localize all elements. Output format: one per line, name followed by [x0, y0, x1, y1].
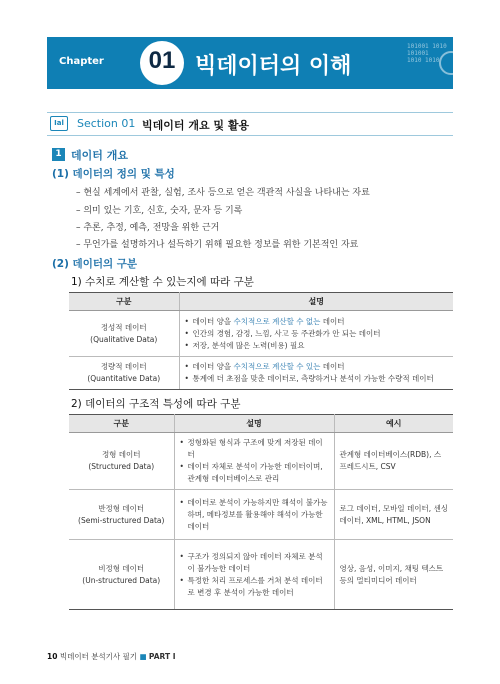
table-header: 구분	[69, 293, 179, 311]
type-en: (Structured Data)	[88, 462, 155, 471]
table-cell	[179, 357, 453, 390]
binary-decoration: 101001 1010 101001 1010 1010	[407, 43, 447, 64]
chapter-label: Chapter	[59, 56, 104, 67]
highlight-text: 수치적으로 계산할 수 있는	[233, 362, 321, 371]
table-row	[69, 433, 453, 490]
table-cell: 영상, 음성, 이미지, 채팅 텍스트 등의 멀티미디어 데이터	[334, 540, 453, 610]
bullet: • 데이터 자체로 분석이 가능한 데이터이며, 관계형 데이터베이스로 관리	[180, 461, 329, 485]
table-cell	[69, 357, 179, 390]
table-cell	[174, 540, 334, 610]
bullet: • 데이터로 분석이 가능하지만 해석이 불가능하며, 메타정보를 활용해야 해석이 가능한 데이터	[180, 497, 329, 533]
subheading-structure: 2) 데이터의 구조적 특성에 따라 구분	[71, 398, 241, 410]
section-label: Section 01	[77, 117, 136, 130]
table-row	[69, 490, 453, 540]
chapter-banner	[47, 37, 453, 89]
table-cell	[69, 540, 174, 610]
list-item: – 무언가를 설명하거나 설득하기 위해 필요한 정보를 위한 기본적인 자료	[76, 240, 359, 250]
bullet: • 특정한 처리 프로세스를 거쳐 분석 데이터로 변경 후 분석이 가능한 데이터	[180, 575, 329, 599]
list-item: – 현실 세계에서 관찰, 실험, 조사 등으로 얻은 객관적 사실을 나타내는 자료	[76, 188, 370, 198]
table-cell	[69, 311, 179, 357]
table-row	[69, 357, 453, 390]
bullet: • 정형화된 형식과 구조에 맞게 저장된 데이터	[180, 437, 329, 461]
part-label: PART I	[148, 652, 176, 661]
type-en: (Qualitative Data)	[90, 334, 158, 344]
bullet: • 구조가 정의되지 않아 데이터 자체로 분석이 불가능한 데이터	[180, 551, 329, 575]
type-name: 반정형 데이터	[98, 503, 145, 513]
section-header	[47, 112, 453, 136]
bullet: • 데이터 양을 수치적으로 계산할 수 없는 데이터	[185, 316, 449, 328]
highlight-text: 수치적으로 계산할 수 없는	[233, 316, 321, 326]
table-header: 설명	[179, 293, 453, 311]
table-structure	[69, 414, 453, 610]
section-title: 빅데이터 개요 및 활용	[142, 119, 250, 132]
page-number: 10	[47, 652, 58, 661]
footer-separator: ■	[139, 652, 147, 661]
heading-number-badge: 1	[52, 148, 65, 161]
bullet: • 통계에 더 초점을 맞춘 데이터로, 측량하거나 분석이 가능한 수량적 데이터	[185, 373, 449, 385]
table-cell	[69, 433, 174, 490]
bullet: • 저장, 분석에 많은 노력(비용) 필요	[185, 340, 449, 352]
page-footer	[47, 651, 176, 662]
type-en: (Semi-structured Data)	[78, 515, 165, 525]
table-header: 예시	[334, 415, 453, 433]
type-name: 정량적 데이터	[100, 362, 147, 371]
subheading-classification: (2) 데이터의 구분	[52, 258, 138, 270]
type-en: (Quantitative Data)	[87, 374, 161, 383]
section-line-bottom	[47, 135, 453, 136]
table-quantitative	[69, 292, 453, 390]
table-cell: 로그 데이터, 모바일 데이터, 센싱 데이터, XML, HTML, JSON	[334, 490, 453, 540]
type-en: (Un-structured Data)	[82, 575, 161, 585]
type-name: 비정형 데이터	[98, 563, 145, 573]
table-header: 구분	[69, 415, 174, 433]
list-item: – 의미 있는 기호, 신호, 숫자, 문자 등 기록	[76, 206, 243, 216]
section-line-top	[47, 112, 453, 113]
chapter-number: 01	[148, 47, 176, 74]
type-name: 정성적 데이터	[100, 322, 147, 332]
table-cell	[174, 490, 334, 540]
subheading-definition: (1) 데이터의 정의 및 특성	[52, 168, 175, 180]
table-cell: 관계형 데이터베이스(RDB), 스프레드시트, CSV	[334, 433, 453, 490]
table-cell	[174, 433, 334, 490]
subheading-numeric: 1) 수치로 계산할 수 있는지에 따라 구분	[71, 276, 254, 288]
table-row	[69, 540, 453, 610]
table-cell	[69, 490, 174, 540]
heading-title: 데이터 개요	[71, 149, 128, 162]
chapter-title: 빅데이터의 이해	[195, 54, 352, 79]
type-name: 정형 데이터	[101, 450, 141, 459]
bullet: • 데이터 양을 수치적으로 계산할 수 있는 데이터	[185, 361, 449, 373]
bullet: • 인간의 경험, 감정, 느낌, 사고 등 주관화가 안 되는 데이터	[185, 328, 449, 340]
table-header: 설명	[174, 415, 334, 433]
chart-magnifier-icon: Ial	[50, 116, 68, 131]
list-item: – 추론, 추정, 예측, 전망을 위한 근거	[76, 223, 220, 233]
table-cell	[179, 311, 453, 357]
table-row	[69, 311, 453, 357]
book-title: 빅데이터 분석기사 필기	[59, 652, 138, 661]
